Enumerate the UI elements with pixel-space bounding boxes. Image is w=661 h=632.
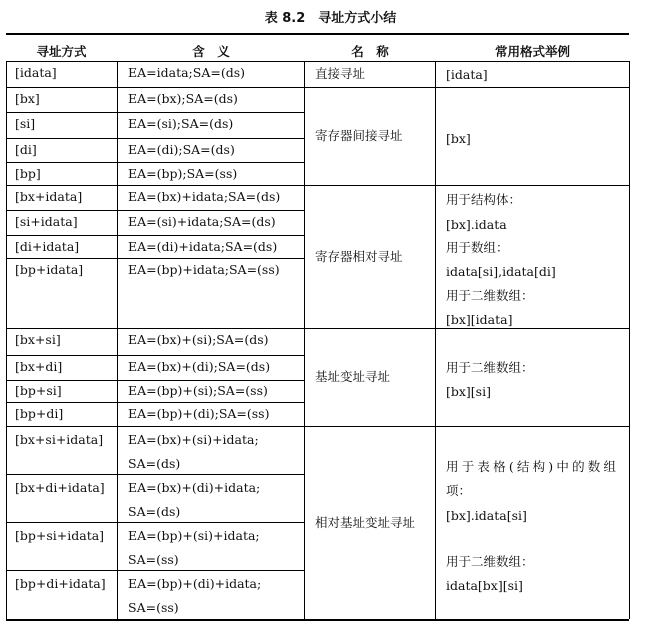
meaning-cell: EA=(si);SA=(ds) (128, 116, 234, 131)
meaning-cell: EA=(bx);SA=(ds) (128, 91, 238, 106)
mode-cell: [bp+idata] (15, 262, 84, 277)
row-rule (6, 258, 305, 259)
example-line: [bx].idata (446, 217, 507, 232)
mode-cell: [bx+di] (15, 359, 63, 374)
meaning-cell: EA=(bx)+(di)+idata; (128, 480, 261, 495)
mode-cell: [bp+di] (15, 406, 64, 421)
meaning-cell: EA=(si)+idata;SA=(ds) (128, 214, 276, 229)
group-rule (6, 185, 629, 186)
row-rule (6, 570, 305, 571)
row-rule (6, 355, 305, 356)
table-caption: 表 8.2 寻址方式小结 (264, 11, 397, 26)
column-rule (435, 61, 436, 619)
meaning-cell: EA=(di);SA=(ds) (128, 142, 235, 157)
example-line: 用于表格(结构)中的数组 (446, 459, 616, 474)
example-line: [bx].idata[si] (446, 508, 527, 523)
meaning-cell: EA=(bp)+idata;SA=(ss) (128, 262, 280, 277)
header-bottom-rule (6, 61, 629, 62)
group-rule (6, 328, 629, 329)
row-rule (6, 402, 305, 403)
column-rule (304, 61, 305, 619)
meaning-cell: SA=(ds) (128, 504, 181, 519)
mode-name-cell: 寄存器间接寻址 (315, 128, 403, 143)
meaning-cell: EA=(bp)+(si)+idata; (128, 528, 260, 543)
group-rule (6, 87, 629, 88)
mode-cell: [bx+idata] (15, 189, 83, 204)
example-line: idata[bx][si] (446, 578, 523, 593)
meaning-cell: EA=(di)+idata;SA=(ds) (128, 239, 278, 254)
mode-name-cell: 直接寻址 (315, 66, 366, 81)
meaning-cell: SA=(ss) (128, 552, 179, 567)
group-rule (6, 619, 629, 621)
example-line: 用于二维数组： (446, 360, 534, 375)
meaning-cell: EA=(bx)+(si)+idata; (128, 432, 259, 447)
row-rule (6, 522, 305, 523)
example-line: [idata] (446, 67, 488, 82)
mode-cell: [bx+si] (15, 332, 61, 347)
mode-name-cell: 寄存器相对寻址 (315, 249, 403, 264)
header-meaning: 含 义 (192, 44, 230, 59)
column-rule (629, 61, 630, 619)
meaning-cell: EA=(bp);SA=(ss) (128, 166, 238, 181)
header-example: 常用格式举例 (494, 44, 570, 59)
example-line: 用于数组： (446, 240, 509, 255)
column-rule (117, 61, 118, 619)
example-line: [bx][si] (446, 384, 491, 399)
row-rule (6, 162, 305, 163)
meaning-cell: EA=(bp)+(di)+idata; (128, 576, 262, 591)
mode-cell: [si+idata] (15, 214, 78, 229)
row-rule (6, 210, 305, 211)
mode-cell: [di+idata] (15, 239, 80, 254)
mode-cell: [bp+si] (15, 383, 62, 398)
mode-cell: [si] (15, 116, 36, 131)
mode-name-cell: 相对基址变址寻址 (315, 515, 416, 530)
column-rule (6, 61, 7, 619)
meaning-cell: EA=(bx)+(di);SA=(ds) (128, 359, 271, 374)
meaning-cell: EA=(bx)+(si);SA=(ds) (128, 332, 269, 347)
row-rule (6, 235, 305, 236)
row-rule (6, 474, 305, 475)
header-mode: 寻址方式 (36, 44, 87, 59)
example-line: idata[si],idata[di] (446, 264, 556, 279)
meaning-cell: SA=(ds) (128, 456, 181, 471)
meaning-cell: EA=(bp)+(di);SA=(ss) (128, 406, 270, 421)
meaning-cell: EA=(bp)+(si);SA=(ss) (128, 383, 268, 398)
meaning-cell: EA=(bx)+idata;SA=(ds) (128, 189, 281, 204)
row-rule (6, 380, 305, 381)
meaning-cell: EA=idata;SA=(ds) (128, 65, 245, 80)
mode-cell: [bx+si+idata] (15, 432, 104, 447)
table-top-rule (6, 33, 629, 35)
group-rule (6, 426, 629, 427)
row-rule (6, 112, 305, 113)
mode-cell: [idata] (15, 65, 57, 80)
example-line: [bx] (446, 131, 471, 146)
meaning-cell: SA=(ss) (128, 600, 179, 615)
mode-cell: [bp+si+idata] (15, 528, 105, 543)
mode-cell: [bp] (15, 166, 41, 181)
mode-cell: [bx] (15, 91, 40, 106)
mode-cell: [bp+di+idata] (15, 576, 106, 591)
example-line: 项： (446, 483, 472, 498)
mode-cell: [bx+di+idata] (15, 480, 105, 495)
example-line: 用于二维数组： (446, 288, 534, 303)
example-line: 用于二维数组： (446, 554, 534, 569)
mode-cell: [di] (15, 142, 37, 157)
example-line: [bx][idata] (446, 312, 513, 327)
row-rule (6, 138, 305, 139)
header-name: 名 称 (351, 44, 389, 59)
mode-name-cell: 基址变址寻址 (315, 369, 391, 384)
example-line: 用于结构体： (446, 192, 522, 207)
